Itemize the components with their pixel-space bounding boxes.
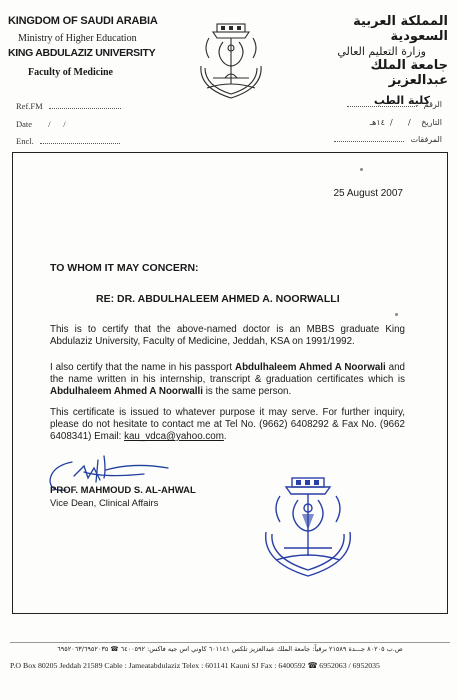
speck xyxy=(395,313,398,316)
ref-field-ar xyxy=(347,100,442,109)
letterhead-country-ar: المملكة العربية السعودية xyxy=(353,14,448,44)
date-label: Date xyxy=(16,119,33,129)
letterhead-country: KINGDOM OF SAUDI ARABIA xyxy=(8,15,158,27)
letter-date: 25 August 2007 xyxy=(333,188,403,199)
paragraph-contact xyxy=(50,407,405,443)
letterhead-faculty-ar: كلية الطب xyxy=(373,94,430,107)
footer-rule xyxy=(10,642,450,643)
salutation: TO WHOM IT MAY CONCERN: xyxy=(50,262,199,274)
p2-text-c: is the same person. xyxy=(205,386,292,397)
p3-text: This certificate is issued to whatever purpose it may serve. For further inquiry, please do not hesitate to contact me at Tel No. (9662) 6408292 & Fax No. (9662 6408341) Email: xyxy=(50,407,405,442)
letterhead-university-ar: جامعة الملك عبدالعزيز xyxy=(370,58,448,88)
letterhead-university: KING ABDULAZIZ UNIVERSITY xyxy=(8,47,156,59)
speck xyxy=(360,168,363,171)
p3-end: . xyxy=(223,431,227,442)
p2-text-a: I also certify that the name in his passport xyxy=(50,362,233,373)
university-emblem-icon xyxy=(193,18,269,102)
footer-arabic: ص.ب ٨٠٢٠٥ جـــدة ٢١٥٨٩ برقياً: جامعة الملك عبدالعزيز تلكس ٦٠١١٤١ كاوني اس جيه فاكس: ٦٤٠٠٥٩٢ ☎ ٦٩٥٢٠٦٣/٦٩٥٢٠٣٥ xyxy=(57,645,403,653)
ref-label-ar: الرقم xyxy=(423,100,442,109)
date-field xyxy=(16,119,66,129)
encl-label-ar: المرفقات xyxy=(410,135,442,144)
date-label-ar: التاريخ xyxy=(421,118,442,127)
encl-field-ar xyxy=(334,135,442,144)
letterhead-ministry: Ministry of Higher Education xyxy=(18,33,137,44)
paragraph-name-verification xyxy=(50,362,405,398)
university-stamp-icon xyxy=(258,470,358,582)
signer-name: PROF. MAHMOUD S. AL-AHWAL xyxy=(50,485,196,496)
date-slashes: / / xyxy=(48,119,66,129)
encl-label: Encl. xyxy=(16,136,34,146)
subject-line: RE: DR. ABDULHALEEM AHMED A. NOORWALLI xyxy=(96,293,340,305)
certificate-name: Abdulhaleem Ahmed A Noorwalli xyxy=(50,386,203,397)
letterhead-arabic xyxy=(308,14,448,107)
email-link[interactable]: kau_vdca@yahoo.com xyxy=(124,431,224,442)
letterhead-ministry-ar: وزارة التعليم العالي xyxy=(337,45,426,58)
letterhead-english xyxy=(8,15,158,78)
date-field-ar xyxy=(370,118,442,127)
encl-field xyxy=(16,136,120,146)
p2-text-b: and the name written in his internship, transcript & graduation certificates which is xyxy=(50,362,405,385)
letterhead-faculty: Faculty of Medicine xyxy=(28,67,113,78)
passport-name: Abdulhaleem Ahmed A Noorwali xyxy=(235,362,386,373)
ref-field xyxy=(16,101,121,111)
footer-english: P.O Box 80205 Jeddah 21589 Cable : Jameatabdulaziz Telex : 601141 Kauni SJ Fax : 6400592 ☎ 6952063 / 6952035 xyxy=(10,661,380,670)
ref-label: Ref.FM xyxy=(16,101,43,111)
date-slashes-ar: / / ١٤هـ xyxy=(369,118,411,127)
signer-title: Vice Dean, Clinical Affairs xyxy=(50,498,159,509)
paragraph-certification: This is to certify that the above-named doctor is an MBBS graduate King Abdulaziz University, Faculty of Medicine, Jeddah, KSA on 1991/1992. xyxy=(50,324,405,347)
